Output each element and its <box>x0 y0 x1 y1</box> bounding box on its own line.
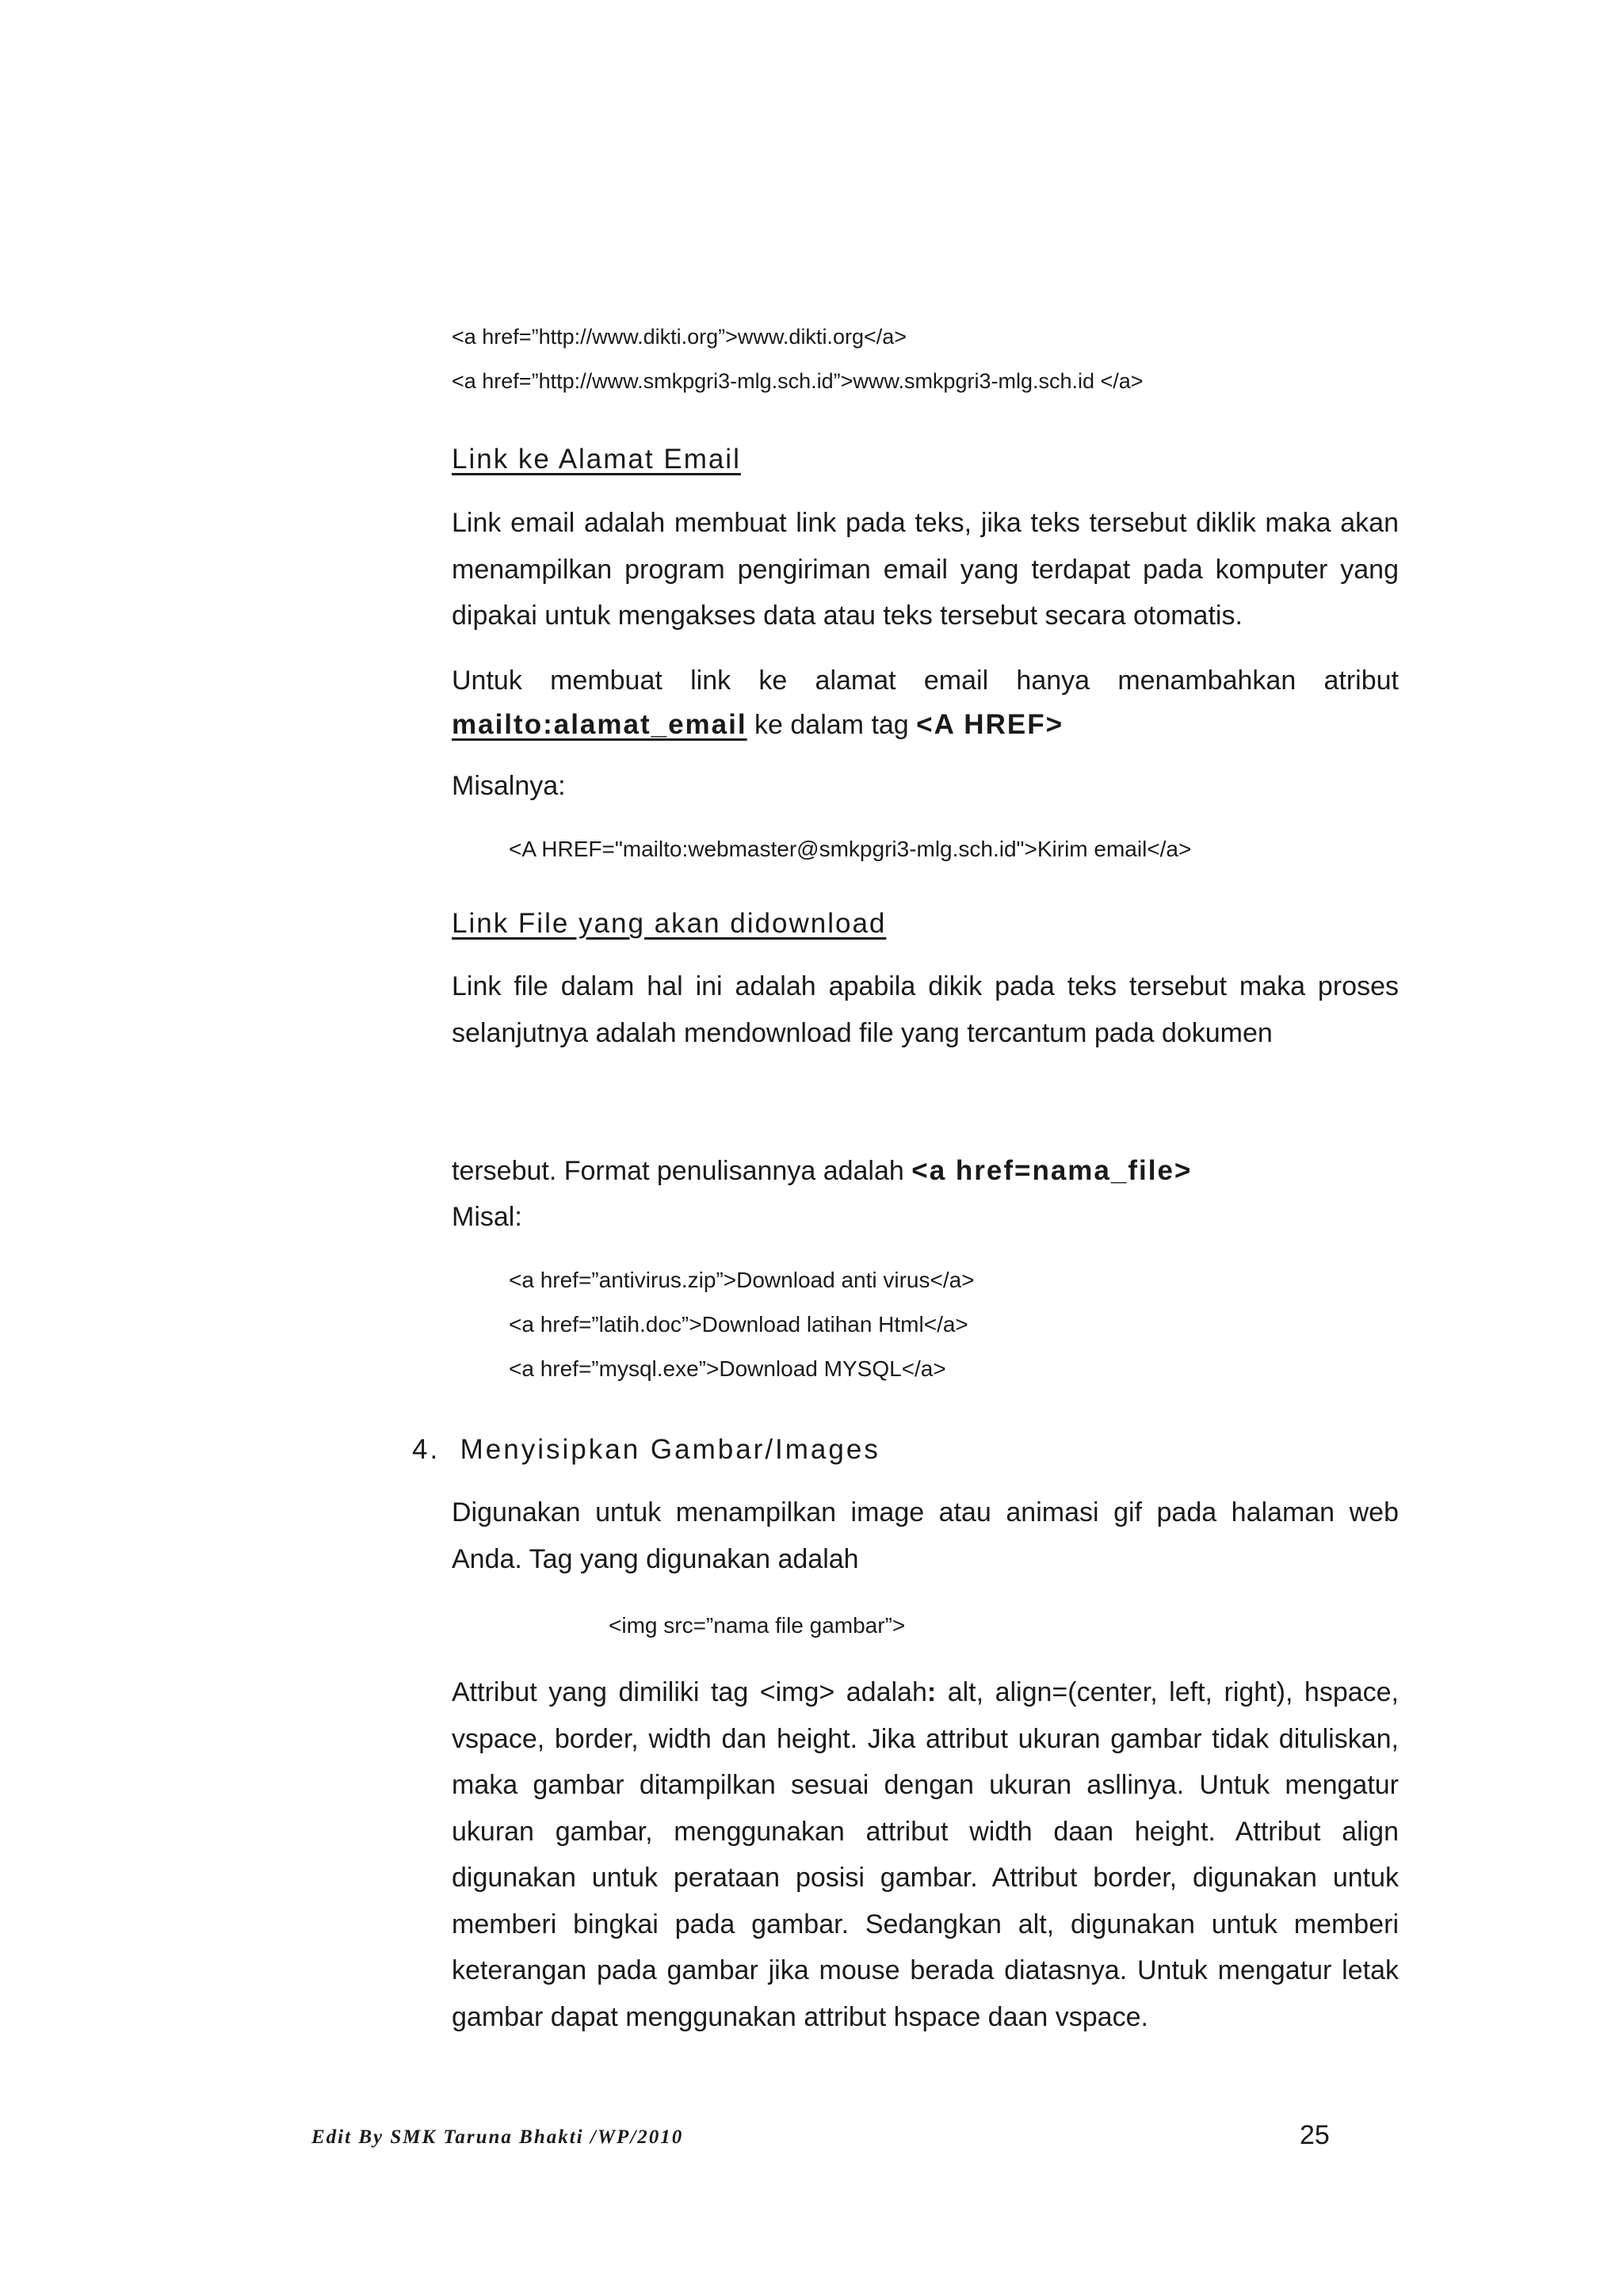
mailto-keyword: mailto:alamat_email <box>452 709 747 740</box>
example-download-antivirus: <a href=”antivirus.zip”>Download anti virus</a> <box>509 1268 975 1292</box>
img-attr-text-before: Attribut yang dimiliki tag <img> adalah <box>452 1677 927 1707</box>
label-misal: Misal: <box>452 1202 522 1232</box>
format-text: tersebut. Format penulisannya adalah <box>452 1156 912 1186</box>
label-misalnya: Misalnya: <box>452 771 566 801</box>
page-number: 25 <box>1300 2120 1330 2150</box>
img-attr-text-after: alt, align=(center, left, right), hspace, vspace, border, width dan height. Jika attribut ukuran gambar tidak dituliskan, maka gambar ditampilkan sesuai dengan ukuran asllinya. Untuk mengatur ukuran gambar, menggunakan attribut width daan height. Attribut align digunakan untuk perataan posisi gambar. Attribut border, digunakan untuk memberi bingkai pada gambar. Sedangkan alt, digunakan untuk memberi keterangan pada gambar jika mouse berada diatasnya. Untuk mengatur letak gambar dapat menggunakan attribut hspace daan vspace. <box>452 1677 1399 2032</box>
paragraph-email-instruction-line2 <box>452 709 1399 741</box>
heading-menyisipkan-gambar: 4. Menyisipkan Gambar/Images <box>412 1434 880 1465</box>
heading-link-download: Link File yang akan didownload <box>452 908 887 939</box>
img-src-code: <img src=”nama file gambar”> <box>609 1613 906 1638</box>
heading-link-email: Link ke Alamat Email <box>452 444 741 475</box>
a-href-nama-file-tag: <a href=nama_file> <box>911 1155 1193 1186</box>
paragraph-email-instruction-line1: Untuk membuat link ke alamat email hanya menambahkan atribut <box>452 666 1399 696</box>
paragraph-download-format <box>452 1155 1399 1187</box>
code-line-smkpgri3: <a href=”http://www.smkpgri3-mlg.sch.id”>www.smkpgri3-mlg.sch.id </a> <box>452 369 1144 393</box>
paragraph-email-description: Link email adalah membuat link pada teks, jika teks tersebut diklik maka akan menampilkan program pengiriman email yang terdapat pada komputer yang dipakai untuk mengakses data atau teks tersebut secara otomatis. <box>452 508 1399 631</box>
paragraph-images-description: Digunakan untuk menampilkan image atau animasi gif pada halaman web Anda. Tag yang digunakan adalah <box>452 1497 1399 1574</box>
example-download-mysql: <a href=”mysql.exe”>Download MYSQL</a> <box>509 1356 946 1381</box>
paragraph-download-description: Link file dalam hal ini adalah apabila dikik pada teks tersebut maka proses selanjutnya adalah mendownload file yang tercantum pada dokumen <box>452 971 1399 1048</box>
instruction-mid-text: ke dalam tag <box>747 710 917 740</box>
footer-edit-credit: Edit By SMK Taruna Bhakti /WP/2010 <box>311 2126 684 2148</box>
paragraph-img-attributes <box>452 1669 1399 2040</box>
example-download-latihan: <a href=”latih.doc”>Download latihan Html</a> <box>509 1312 968 1337</box>
a-href-tag: <A HREF> <box>916 709 1064 740</box>
example-mailto-code: <A HREF="mailto:webmaster@smkpgri3-mlg.sch.id">Kirim email</a> <box>509 837 1192 861</box>
code-line-dikti: <a href=”http://www.dikti.org”>www.dikti.org</a> <box>452 325 907 349</box>
img-attr-colon: : <box>926 1677 937 1707</box>
